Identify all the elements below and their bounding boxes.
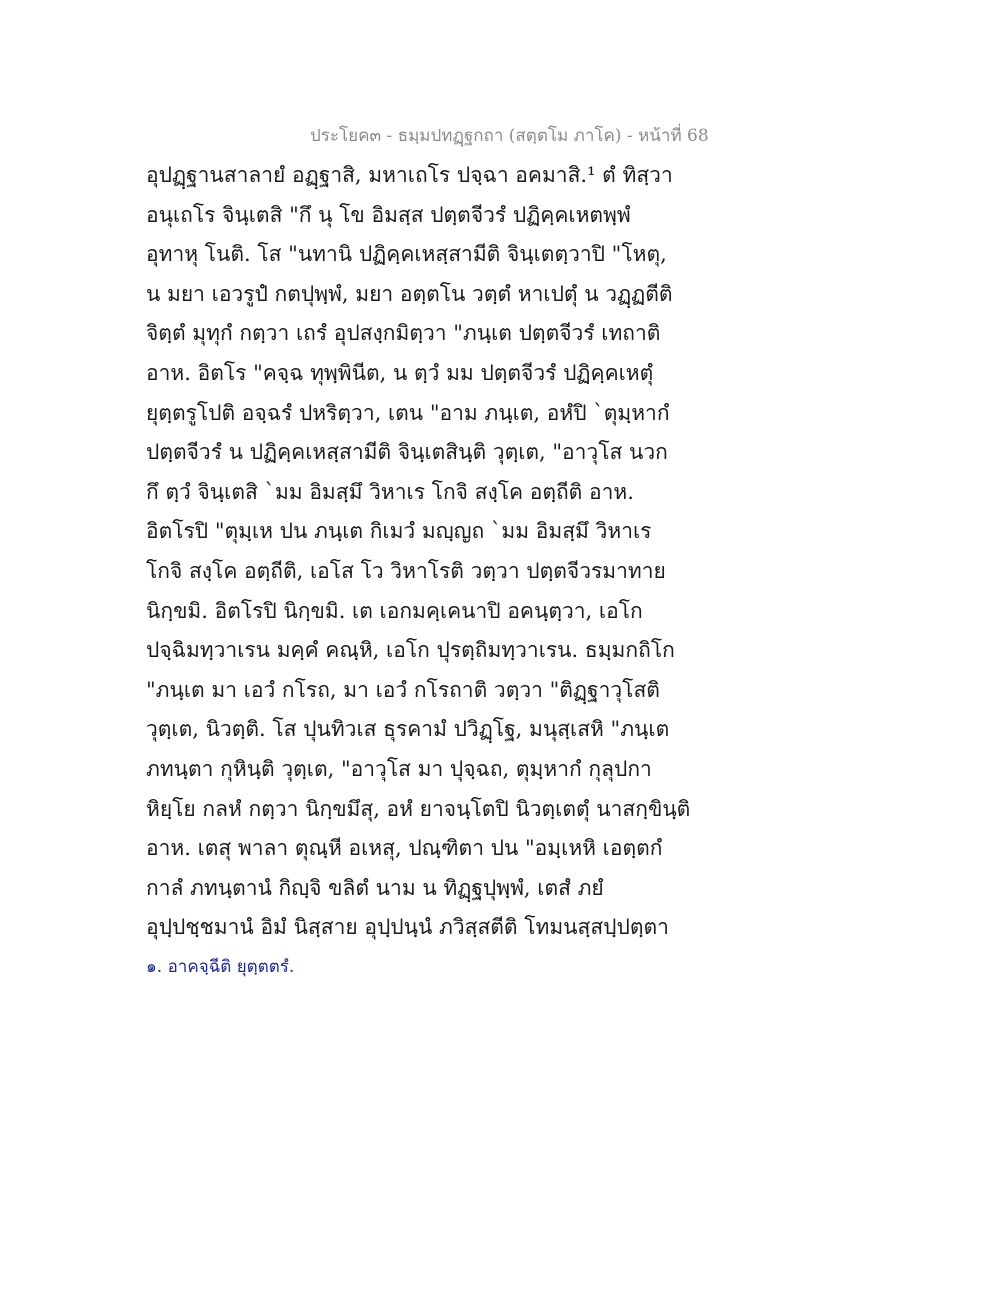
footnote: ๑. อาคจฺฉีติ ยุตฺตตรํ. [146,957,295,977]
text-line: อุปฏฺฐานสาลายํ อฏฺฐาสิ, มหาเถโร ปจฺฉา อคมาสิ.¹ ตํ ทิสฺวา [146,163,673,187]
text-line: กึ ตฺวํ จินฺเตสิ `มม อิมสฺมึ วิหาเร โกจิ สงฺโค อตฺถีติ อาห. [146,479,634,504]
text-line: อิตโรปิ "ตุมฺเห ปน ภนฺเต กิเมวํ มญฺญถ `มม อิมสฺมึ วิหาเร [146,519,652,544]
text-line: วุตฺเต, นิวตฺติ. โส ปุนทิวเส ธุรคามํ ปวิฏฺโฐ, มนุสฺเสหิ "ภนฺเต [146,717,670,742]
text-line: น มยา เอวรูปํ กตปุพฺพํ, มยา อตฺตโน วตฺตํ หาเปตุํ น วฏฺฏตีติ [146,281,673,306]
text-line: อาห. เตสุ พาลา ตุณฺหี อเหสุ, ปณฺฑิตา ปน "อมฺเหหิ เอตฺตกํ [146,836,663,861]
text-line: ปตฺตจีวรํ น ปฏิคฺคเหสฺสามีติ จินฺเตสินฺติ วุตฺเต, "อาวุโส นวก [146,440,668,465]
running-header: ประโยค๓ - ธมฺมปทฏฺฐกถา (สตฺตโม ภาโค) - หน้าที่ 68 [310,126,709,146]
text-line: อุปฺปชฺชมานํ อิมํ นิสฺสาย อุปฺปนฺนํ ภวิสฺสตีติ โทมนสฺสปฺปตฺตา [146,915,669,940]
text-line: โกจิ สงฺโค อตฺถีติ, เอโส โว วิหาโรติ วตฺวา ปตฺตจีวรมาทาย [146,558,666,583]
text-line: ยุตฺตรูโปติ อจฺฉรํ ปหริตฺวา, เตน "อาม ภนฺเต, อหํปิ `ตุมฺหากํ [146,400,670,425]
text-line: อนุเถโร จินฺเตสิ "กึ นุ โข อิมสฺส ปตฺตจีวรํ ปฏิคฺคเหตพฺพํ [146,202,631,227]
body-text [146,156,706,948]
text-line: ปจฺฉิมทฺวาเรน มคฺคํ คณฺหิ, เอโก ปุรตฺถิมทฺวาเรน. ธมฺมกถิโก [146,638,675,663]
text-line: อาห. อิตโร "คจฺฉ ทุพฺพินีต, น ตฺวํ มม ปตฺตจีวรํ ปฏิคฺคเหตุํ [146,360,654,385]
text-line: "ภนฺเต มา เอวํ กโรถ, มา เอวํ กโรถาติ วตฺวา "ติฏฺฐาวุโสติ [146,677,660,702]
text-line: นิกฺขมิ. อิตโรปิ นิกฺขมิ. เต เอกมคฺเคนาปิ อคนฺตฺวา, เอโก [146,598,643,623]
text-line: ภทนฺตา กุหินฺติ วุตฺเต, "อาวุโส มา ปุจฺฉถ, ตุมฺหากํ กุลุปกา [146,756,652,781]
text-line: กาลํ ภทนฺตานํ กิญฺจิ ขลิตํ นาม น ทิฏฺฐปุพฺพํ, เตสํ ภยํ [146,875,604,900]
text-line: หิยฺโย กลหํ กตฺวา นิกฺขมึสุ, อหํ ยาจนฺโตปิ นิวตฺเตตุํ นาสกฺขินฺติ [146,796,691,821]
text-line: จิตฺตํ มุทุกํ กตฺวา เถรํ อุปสงฺกมิตฺวา "ภนฺเต ปตฺตจีวรํ เทถาติ [146,321,661,346]
text-line: อุทาหุ โนติ. โส "นทานิ ปฏิคฺคเหสฺสามีติ จินฺเตตฺวาปิ "โหตุ, [146,242,667,267]
